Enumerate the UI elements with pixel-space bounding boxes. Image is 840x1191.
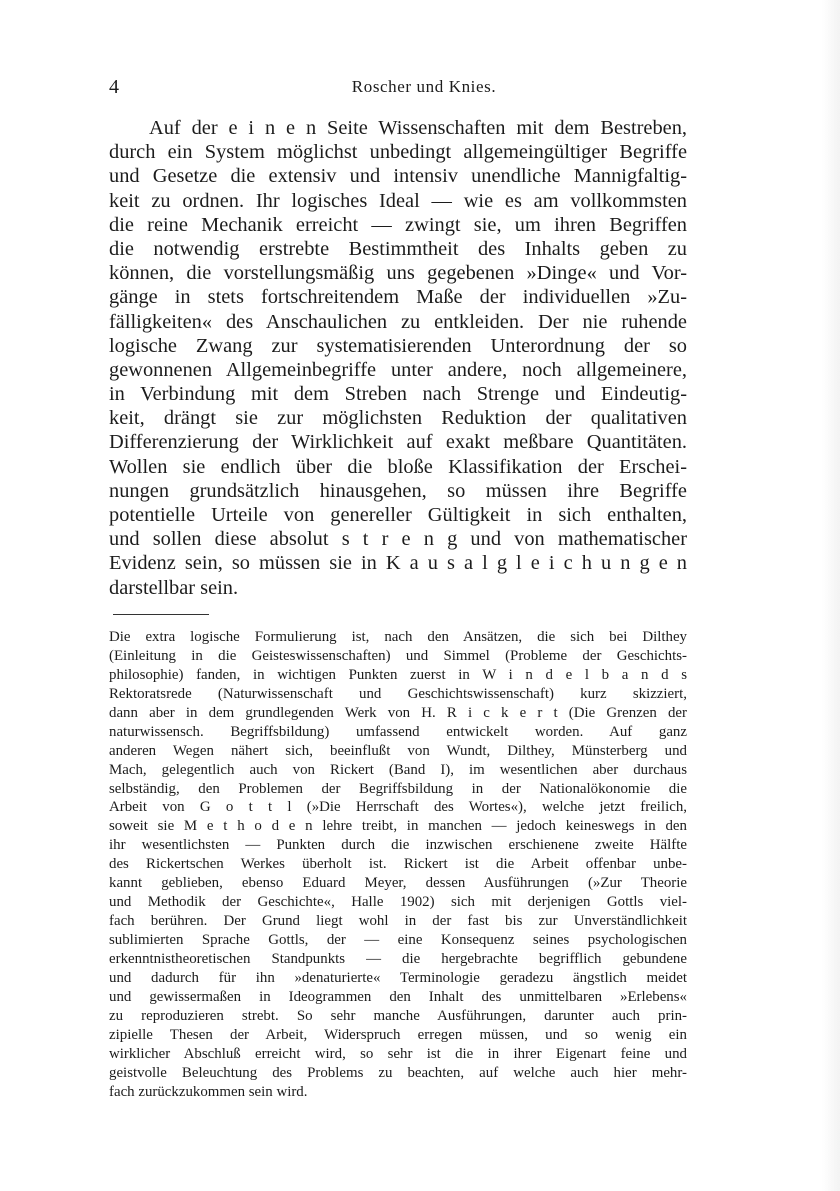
body-line: und Gesetze die extensiv und intensiv unendliche Mannigfaltig- [109,165,687,188]
body-line: Auf der e i n e n Seite Wissenschaften mit dem Bestreben, [149,117,687,139]
footnote-line: (Einleitung in die Geisteswissenschaften) und Simmel (Probleme der Geschichts- [109,647,687,664]
page-number: 4 [109,76,119,98]
footnote-divider [113,614,209,615]
body-line: nungen grundsätzlich hinausgehen, so müssen ihre Begriffe [109,479,687,502]
footnote-line: naturwissensch. Begriffsbildung) umfassend entwickelt worden. Auf ganz [109,723,687,740]
footnote-line: geistvolle Beleuchtung des Problems zu beachten, auf welche auch hier mehr- [109,1064,687,1081]
footnote-line: kannt geblieben, ebenso Eduard Meyer, dessen Ausführungen (»Zur Theorie [109,875,687,892]
footnote-line: Mach, gelegentlich auch von Rickert (Band I), im wesentlichen aber durchaus [109,761,687,778]
body-line: und sollen diese absolut s t r e n g und von mathematischer [109,528,687,551]
footnote-line: des Rickertschen Werkes überholt ist. Rickert ist die Arbeit offenbar unbe- [109,856,687,873]
footnote [109,628,687,1101]
footnote-line: erkenntnistheoretischen Standpunkts — die hergebrachte begrifflich gebundene [109,950,687,967]
footnote-line: soweit sie M e t h o d e n lehre treibt, in manchen — jedoch keineswegs in den [109,818,687,835]
footnote-line: zu reproduzieren strebt. So sehr manche Ausführungen, darunter auch prin- [109,1007,687,1024]
page-edge-shadow [822,0,840,1191]
body-line: gänge in stets fortschreitendem Maße der individuellen »Zu- [109,286,687,309]
body-line: durch ein System möglichst unbedingt allgemeingültiger Begriffe [109,141,687,164]
body-line: Differenzierung der Wirklichkeit auf exakt meßbare Quantitäten. [109,431,687,454]
footnote-line: Die extra logische Formulierung ist, nach den Ansätzen, die sich bei Dilthey [109,629,687,645]
footnote-line: selbständig, den Problemen der Begriffsbildung in der Nationalökonomie die [109,780,687,797]
body-line: können, die vorstellungsmäßig uns gegebenen »Dinge« und Vor- [109,262,687,285]
footnote-line: dann aber in dem grundlegenden Werk von H. R i c k e r t (Die Grenzen der [109,704,687,721]
footnote-line: und Methodik der Geschichte«, Halle 1902) sich mit derjenigen Gottls viel- [109,894,687,911]
body-line: potentielle Urteile von genereller Gültigkeit in sich enthalten, [109,504,687,526]
footnote-line: zipielle Thesen der Arbeit, Widerspruch erregen müssen, und so wenig ein [109,1026,687,1043]
body-line: Wollen sie endlich über die bloße Klassifikation der Erschei- [109,455,687,478]
footnote-line: Arbeit von G o t t l (»Die Herrschaft des Wortes«), welche jetzt freilich, [109,799,687,816]
body-line: in Verbindung mit dem Streben nach Strenge und Eindeutig- [109,383,687,406]
body-line: keit zu ordnen. Ihr logisches Ideal — wie es am vollkommsten [109,189,687,212]
footnote-line: philosophie) fanden, in wichtigen Punkten zuerst in W i n d e l b a n d s [109,666,687,683]
body-line: logische Zwang zur systematisierenden Unterordnung der so [109,334,687,357]
running-head: Roscher und Knies. [351,77,497,96]
footnote-line: fach berühren. Der Grund liegt wohl in der fast bis zur Unverständlichkeit [109,913,687,930]
footnote-line: wirklicher Abschluß erreicht wird, so sehr ist die in ihrer Eigenart feine und [109,1045,687,1062]
body-line: darstellbar sein. [109,576,239,599]
footnote-line: ihr wesentlichsten — Punkten durch die inzwischen erschienene zweite Hälfte [109,837,687,854]
footnote-line: Rektoratsrede (Naturwissenschaft und Geschichtswissenschaft) kurz skizziert, [109,685,687,702]
footnote-line: sublimierten Sprache Gottls, der — eine Konsequenz seines psychologischen [109,932,687,948]
body-line: keit, drängt sie zur möglichsten Reduktion der qualitativen [109,407,687,430]
footnote-line: anderen Wegen nähert sich, beeinflußt von Wundt, Dilthey, Münsterberg und [109,742,687,759]
footnote-line: fach zurückzukommen sein wird. [109,1083,308,1100]
body-line: die reine Mechanik erreicht — zwingt sie, um ihren Begriffen [109,213,687,236]
body-line: fälligkeiten« des Anschaulichen zu entkleiden. Der nie ruhende [109,310,687,333]
body-line: gewonnenen Allgemeinbegriffe unter andere, noch allgemeinere, [109,358,687,381]
body-line: die notwendig erstrebte Bestimmtheit des Inhalts geben zu [109,237,687,260]
footnote-line: und dadurch für ihn »denaturierte« Terminologie geradezu ängstlich meidet [109,969,687,986]
body-line: Evidenz sein, so müssen sie in K a u s a l g l e i c h u n g e n [109,552,687,575]
body-paragraph [109,116,687,600]
footnote-line: und gewissermaßen in Ideogrammen den Inhalt des unmittelbaren »Erlebens« [109,988,687,1005]
